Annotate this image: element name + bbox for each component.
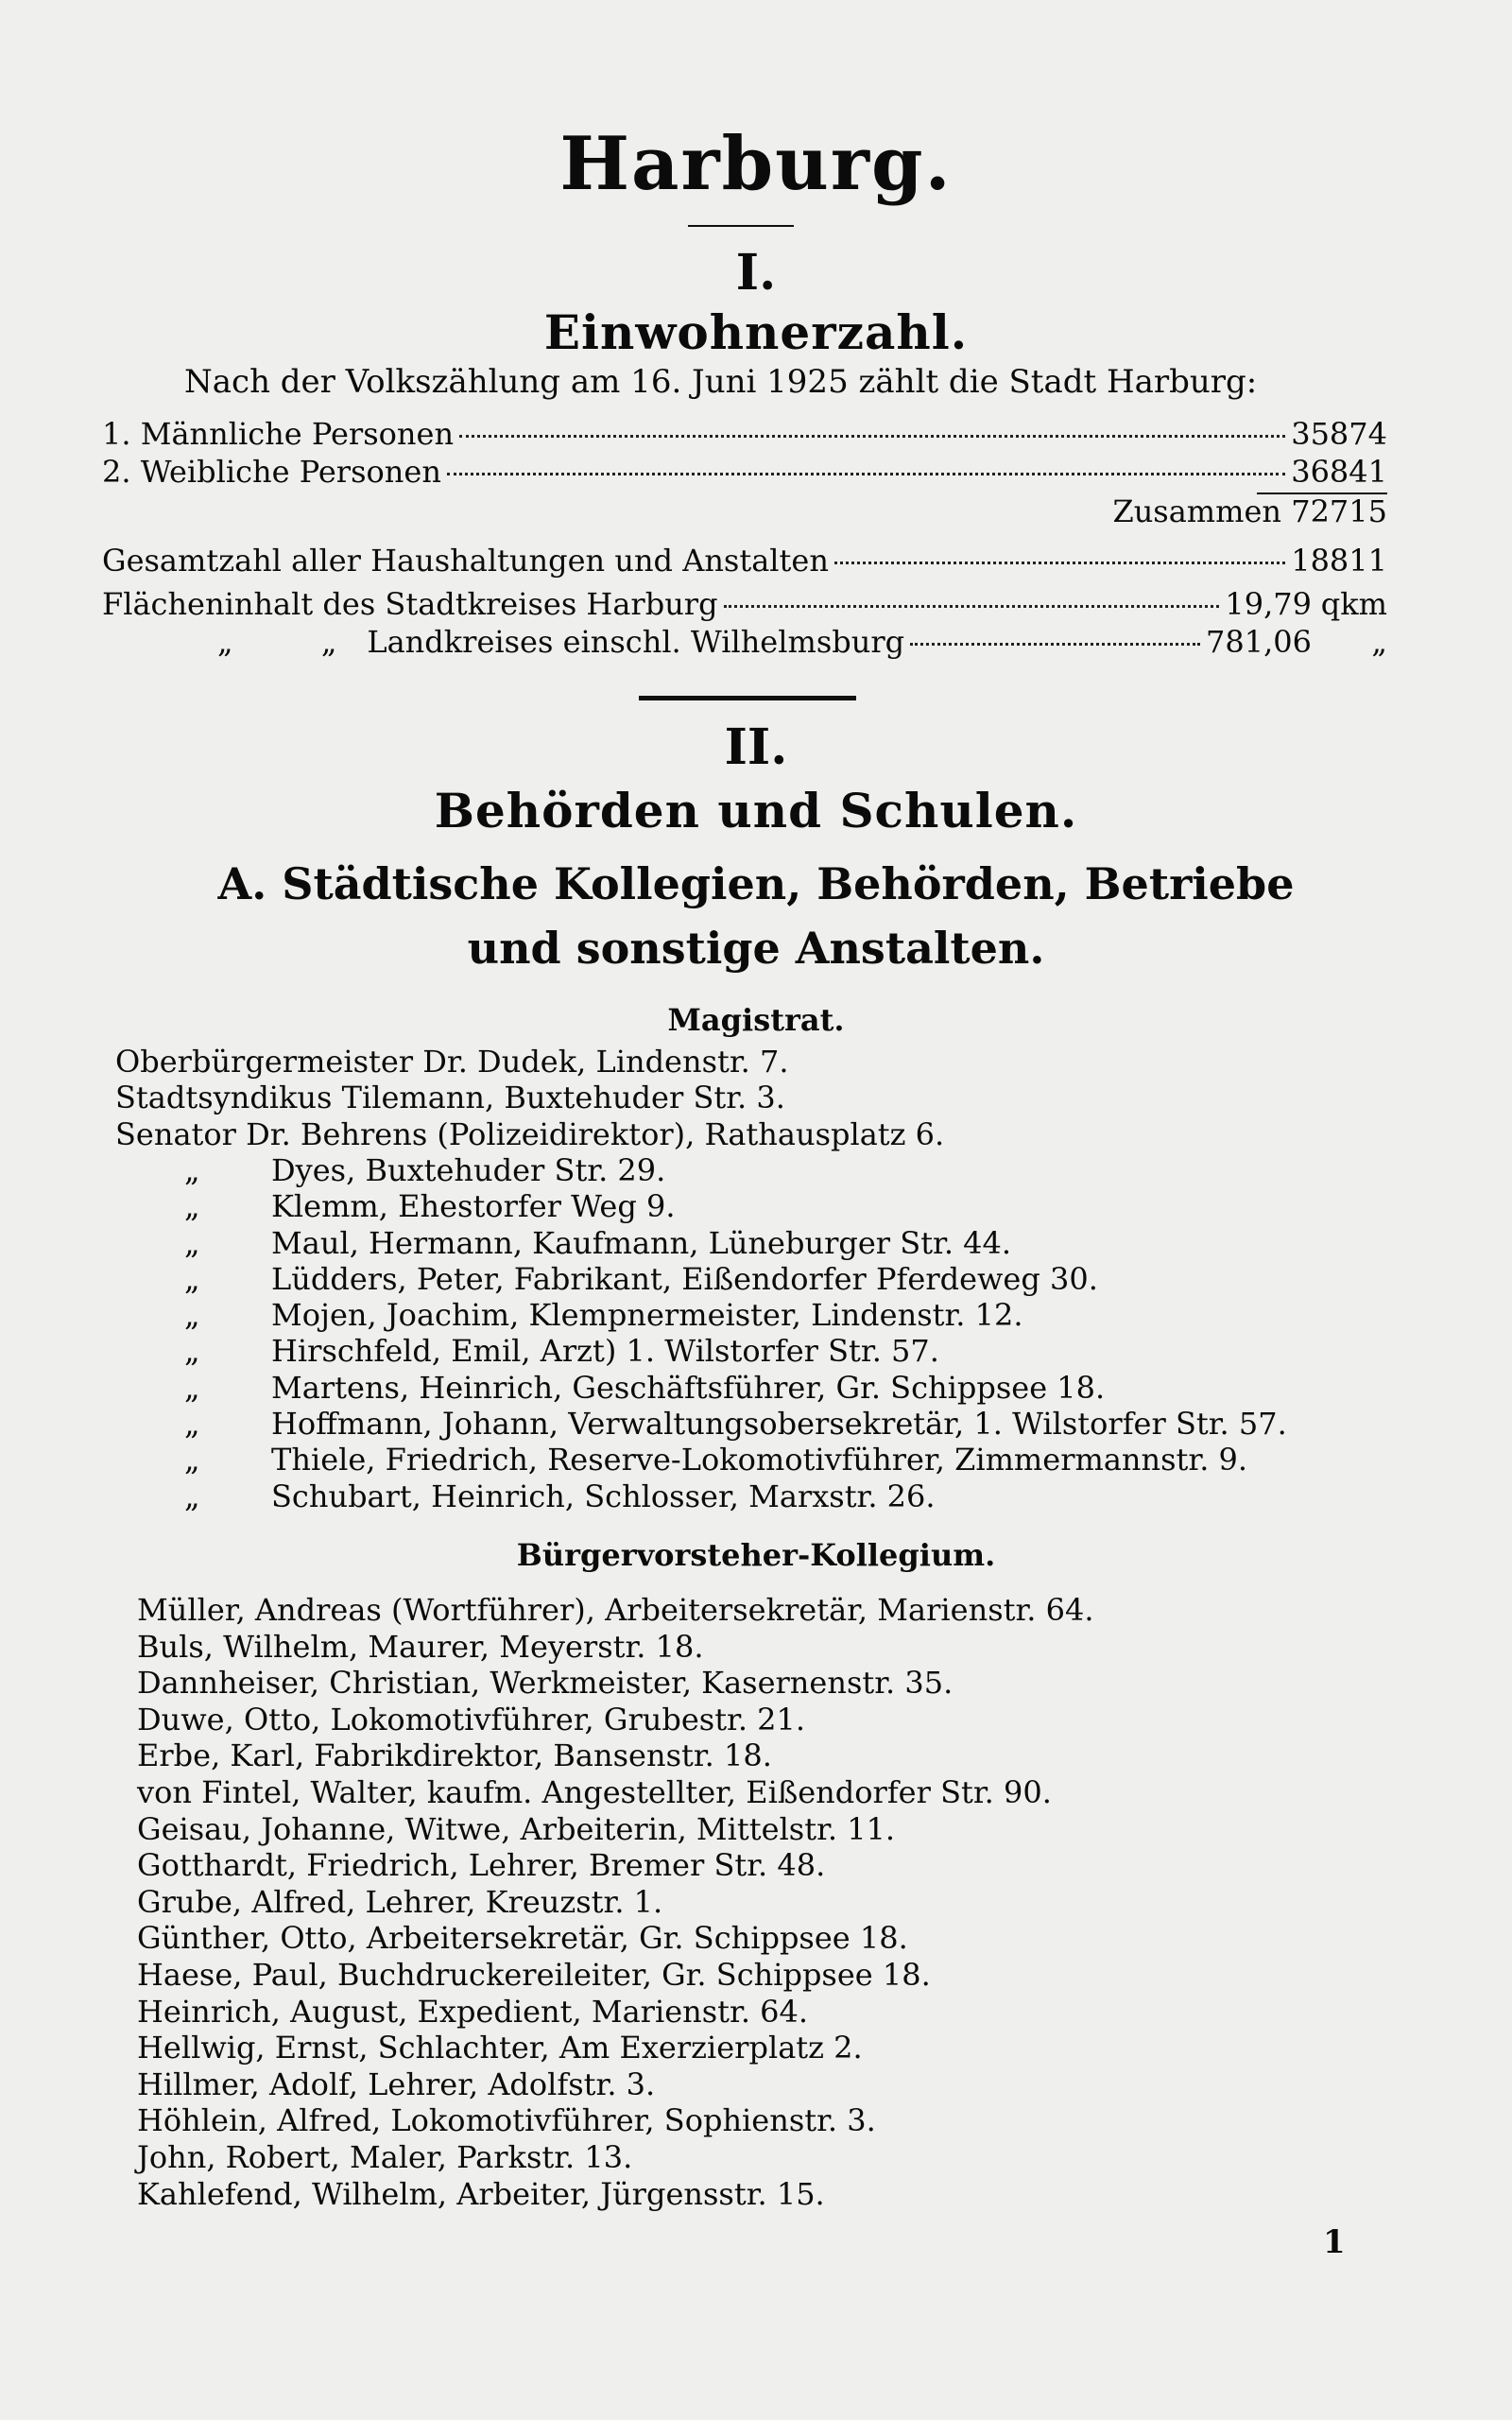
leader-dots (459, 435, 1285, 438)
magistrat-entry-text: Stadtsyndikus Tilemann, Buxtehuder Str. 3. (115, 1080, 785, 1116)
magistrat-entry-text: Oberbürgermeister Dr. Dudek, Lindenstr. 7. (115, 1044, 789, 1080)
magistrat-heading: Magistrat. (667, 1002, 845, 1038)
section-1-heading: Einwohnerzahl. (543, 304, 969, 360)
census-lead-text: Nach der Volkszählung am 16. Juni 1925 zählt die Stadt Harburg: (184, 363, 1258, 401)
female-population-label: 2. Weibliche Personen (102, 454, 441, 490)
magistrat-entry-text: Thiele, Friedrich, Reserve-Lokomotivführer, Zimmermannstr. 9. (271, 1442, 1248, 1478)
kollegium-entry: John, Robert, Maler, Parkstr. 13. (137, 2139, 633, 2175)
ditto-mark: „ (184, 1297, 200, 1334)
total-population-row (0, 493, 1387, 529)
magistrat-entry-text: Lüdders, Peter, Fabrikant, Eißendorfer Pferdeweg 30. (271, 1260, 1098, 1297)
kollegium-entry: Hillmer, Adolf, Lehrer, Adolfstr. 3. (137, 2066, 656, 2102)
households-label: Gesamtzahl aller Haushaltungen und Anstalten (102, 543, 829, 579)
section-divider (639, 696, 856, 700)
subsection-a-heading-line2: und sonstige Anstalten. (467, 923, 1045, 974)
magistrat-entry (184, 1406, 1287, 1442)
kollegium-entry: Gotthardt, Friedrich, Lehrer, Bremer Str. 48. (137, 1847, 826, 1884)
magistrat-entry (184, 1478, 936, 1514)
male-population-row (102, 416, 1387, 454)
kollegium-entry: von Fintel, Walter, kaufm. Angestellter, Eißendorfer Str. 90. (137, 1774, 1052, 1810)
ditto-mark: „ (1371, 624, 1387, 660)
kollegium-entry: Haese, Paul, Buchdruckereileiter, Gr. Schippsee 18. (137, 1957, 931, 1993)
magistrat-entry (115, 1116, 944, 1152)
kollegium-heading: Bürgervorsteher-Kollegium. (516, 1537, 996, 1573)
kollegium-entry: Höhlein, Alfred, Lokomotivführer, Sophienstr. 3. (137, 2102, 876, 2139)
ditto-mark: „ (217, 624, 233, 660)
magistrat-entry (184, 1152, 665, 1188)
households-value: 18811 (1291, 543, 1387, 579)
male-population-label: 1. Männliche Personen (102, 416, 455, 452)
page-title: Harburg. (559, 121, 953, 207)
magistrat-entry (115, 1044, 789, 1080)
area-unit: qkm (1320, 586, 1387, 622)
magistrat-entry-text: Maul, Hermann, Kaufmann, Lüneburger Str. 44. (271, 1224, 1012, 1261)
kollegium-entry: Hellwig, Ernst, Schlachter, Am Exerzierplatz 2. (137, 2030, 863, 2066)
area-city-row (102, 586, 1387, 624)
female-population-row (102, 454, 1387, 492)
section-2-numeral: II. (724, 718, 788, 776)
kollegium-entry: Duwe, Otto, Lokomotivführer, Grubestr. 21. (137, 1701, 806, 1737)
magistrat-entry (184, 1333, 939, 1369)
magistrat-entry-text: Mojen, Joachim, Klempnermeister, Lindenstr. 12. (271, 1297, 1023, 1334)
magistrat-entry (184, 1225, 1011, 1261)
female-population-value: 36841 (1291, 454, 1387, 490)
magistrat-entry-text: Senator Dr. Behrens (Polizeidirektor), Rathausplatz 6. (115, 1115, 945, 1152)
kollegium-entry: Grube, Alfred, Lehrer, Kreuzstr. 1. (137, 1883, 663, 1920)
kollegium-entry: Erbe, Karl, Fabrikdirektor, Bansenstr. 18. (137, 1737, 772, 1774)
total-population-label: Zusammen (1112, 493, 1282, 529)
kollegium-entry: Dannheiser, Christian, Werkmeister, Kasernenstr. 35. (137, 1665, 954, 1702)
magistrat-entry (184, 1370, 1105, 1406)
area-city-label: Flächeninhalt des Stadtkreises Harburg (102, 586, 718, 622)
kollegium-entry: Müller, Andreas (Wortführer), Arbeitersekretär, Marienstr. 64. (137, 1592, 1094, 1628)
ditto-mark: „ (184, 1406, 200, 1442)
kollegium-entry: Buls, Wilhelm, Maurer, Meyerstr. 18. (137, 1628, 704, 1665)
magistrat-entry-text: Martens, Heinrich, Geschäftsführer, Gr. Schippsee 18. (271, 1369, 1106, 1406)
area-city-value: 19,79 (1225, 586, 1312, 622)
magistrat-entry (184, 1261, 1098, 1297)
ditto-mark: „ (320, 624, 337, 660)
ditto-mark: „ (184, 1333, 200, 1370)
ditto-mark: „ (184, 1442, 200, 1478)
magistrat-entry-text: Klemm, Ehestorfer Weg 9. (271, 1188, 676, 1225)
kollegium-entry: Kahlefend, Wilhelm, Arbeiter, Jürgensstr. 15. (137, 2175, 825, 2212)
area-district-row (102, 624, 1387, 662)
ditto-mark: „ (184, 1478, 200, 1514)
magistrat-entry (184, 1297, 1023, 1333)
section-1-numeral: I. (735, 244, 777, 302)
subsection-a-heading-line1: A. Städtische Kollegien, Behörden, Betriebe (217, 858, 1295, 909)
magistrat-entry (184, 1442, 1247, 1478)
magistrat-entry-text: Hirschfeld, Emil, Arzt) 1. Wilstorfer Str. 57. (271, 1333, 939, 1370)
leader-dots (447, 473, 1285, 475)
kollegium-entry: Geisau, Johanne, Witwe, Arbeiterin, Mittelstr. 11. (137, 1810, 896, 1847)
area-district-value: 781,06 (1206, 624, 1312, 660)
ditto-mark: „ (184, 1151, 200, 1188)
ditto-mark: „ (184, 1260, 200, 1297)
magistrat-entry (184, 1188, 676, 1224)
ditto-mark: „ (184, 1224, 200, 1261)
total-population-value: 72715 (1291, 493, 1387, 529)
leader-dots (910, 643, 1200, 646)
leader-dots (724, 605, 1220, 608)
title-divider (688, 225, 794, 227)
ditto-mark: „ (184, 1369, 200, 1406)
page-number: 1 (1323, 2223, 1346, 2261)
kollegium-entry: Heinrich, August, Expedient, Marienstr. 64. (137, 1993, 809, 2030)
magistrat-entry-text: Hoffmann, Johann, Verwaltungsobersekretär, 1. Wilstorfer Str. 57. (271, 1406, 1287, 1442)
magistrat-entry (115, 1080, 785, 1115)
magistrat-entry-text: Schubart, Heinrich, Schlosser, Marxstr. 26. (271, 1478, 936, 1514)
magistrat-entry-text: Dyes, Buxtehuder Str. 29. (271, 1151, 666, 1188)
male-population-value: 35874 (1291, 416, 1387, 452)
kollegium-entry: Günther, Otto, Arbeitersekretär, Gr. Schippsee 18. (137, 1920, 908, 1957)
ditto-mark: „ (184, 1188, 200, 1225)
area-district-label: Landkreises einschl. Wilhelmsburg (367, 624, 905, 660)
section-2-heading: Behörden und Schulen. (434, 783, 1078, 838)
leader-dots (834, 562, 1285, 564)
households-row (102, 543, 1387, 580)
